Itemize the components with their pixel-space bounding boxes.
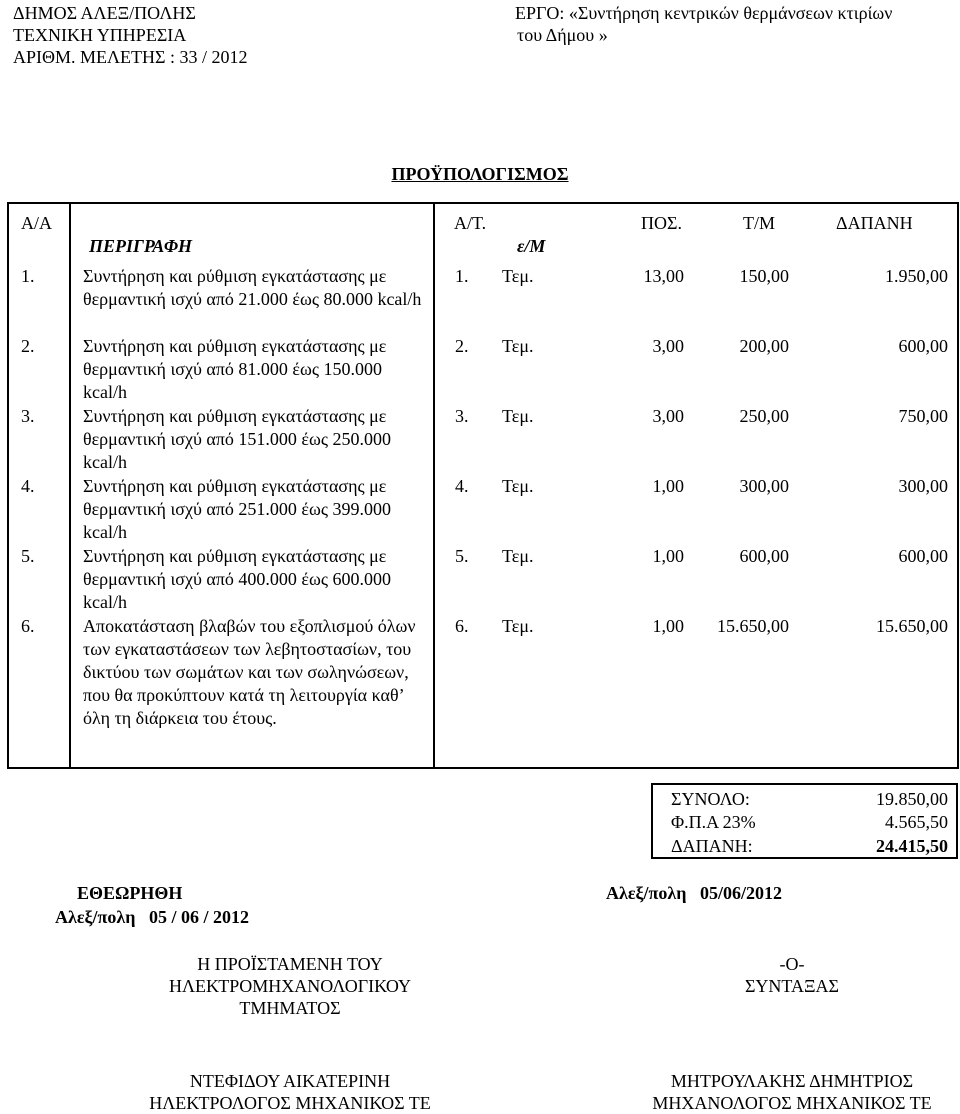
project-title-line1: ΕΡΓΟ: «Συντήρηση κεντρικών θερμάνσεων κτιρίων [515,3,893,23]
row-description: Αποκατάσταση βλαβών του εξοπλισμού όλων των εγκαταστάσεων των λεβητοστασίων, του δικτύου των σωμάτων και των σωληνώσεων, που θα προκύπτουν κατά τη λειτουργία καθ’ όλη τη διάρκεια του έτους. [83,616,416,728]
author-signature [614,1070,960,1114]
row-qty: 3,00 [652,406,684,426]
vat-value: 4.565,50 [885,812,948,832]
supervisor-name: ΝΤΕΦΙΔΟΥ ΑΙΚΑΤΕΡΙΝΗ [189,1071,391,1091]
row-aa: 2. [21,336,35,356]
row-cost: 600,00 [898,336,948,356]
technical-service: ΤΕΧΝΙΚΗ ΥΠΗΡΕΣΙΑ [13,25,187,45]
budget-table [7,202,959,769]
supervisor-signature [100,1070,480,1114]
row-price: 250,00 [739,406,789,426]
row-cost: 1.950,00 [885,266,948,286]
supervisor-profession: ΗΛΕΚΤΡΟΛΟΓΟΣ ΜΗΧΑΝΙΚΟΣ ΤΕ [149,1093,431,1113]
row-at: 3. [455,406,469,426]
author-name: ΜΗΤΡΟΥΛΑΚΗΣ ΔΗΜΗΤΡΙΟΣ [670,1071,914,1091]
row-at: 2. [455,336,469,356]
row-description: Συντήρηση και ρύθμιση εγκατάστασης με θερμαντική ισχύ από 21.000 έως 80.000 kcal/h [83,266,422,309]
row-cost: 750,00 [898,406,948,426]
row-price: 150,00 [739,266,789,286]
row-price: 600,00 [739,546,789,566]
approval-heading: ΕΘΕΩΡΗΘΗ [77,883,183,903]
header-right [515,2,892,46]
header-cost: ΔΑΠΑΝΗ [836,213,913,233]
row-at: 4. [455,476,469,496]
row-aa: 1. [21,266,35,286]
approval-date: Αλεξ/πολη 05 / 06 / 2012 [55,907,249,927]
row-cost: 300,00 [898,476,948,496]
row-aa: 3. [21,406,35,426]
author-title-line: -Ο- [779,954,805,974]
author-title [652,953,932,997]
supervisor-title-line: ΗΛΕΚΤΡΟΜΗΧΑΝΟΛΟΓΙΚΟΥ [169,976,411,996]
author-date: Αλεξ/πολη 05/06/2012 [606,883,782,903]
row-qty: 1,00 [652,616,684,636]
row-at: 5. [455,546,469,566]
header-qty: ΠΟΣ. [641,213,682,233]
row-unit: Τεμ. [502,266,534,286]
row-unit: Τεμ. [502,336,534,356]
author-profession: ΜΗΧΑΝΟΛΟΓΟΣ ΜΗΧΑΝΙΚΟΣ ΤΕ [652,1093,932,1113]
municipality-name: ΔΗΜΟΣ ΑΛΕΞ/ΠΟΛΗΣ [13,3,196,23]
supervisor-title [130,953,450,1019]
column-divider [433,204,435,767]
row-description: Συντήρηση και ρύθμιση εγκατάστασης με θερμαντική ισχύ από 251.000 έως 399.000 kcal/h [83,476,391,542]
row-unit: Τεμ. [502,616,534,636]
study-number: ΑΡΙΘΜ. ΜΕΛΕΤΗΣ : 33 / 2012 [13,47,248,67]
header-price: Τ/Μ [743,213,776,233]
row-at: 1. [455,266,469,286]
row-unit: Τεμ. [502,546,534,566]
header-aa: Α/Α [21,213,52,233]
row-qty: 13,00 [643,266,684,286]
supervisor-title-line: ΤΜΗΜΑΤΟΣ [239,998,341,1018]
page-title: ΠΡΟΫΠΟΛΟΓΙΣΜΟΣ [391,164,569,184]
total-label: ΔΑΠΑΝΗ: [671,836,753,856]
row-price: 15.650,00 [717,616,789,636]
row-price: 200,00 [739,336,789,356]
header-at: Α/Τ. [454,213,487,233]
header-left [13,2,248,68]
row-aa: 5. [21,546,35,566]
total-value: 24.415,50 [876,836,948,856]
row-qty: 1,00 [652,476,684,496]
author-title-line: ΣΥΝΤΑΞΑΣ [744,976,840,996]
row-qty: 1,00 [652,546,684,566]
row-description: Συντήρηση και ρύθμιση εγκατάστασης με θερμαντική ισχύ από 81.000 έως 150.000 kcal/h [83,336,387,402]
sum-value: 19.850,00 [876,789,948,809]
row-unit: Τεμ. [502,476,534,496]
header-description: ΠΕΡΙΓΡΑΦΗ [89,236,193,256]
row-description: Συντήρηση και ρύθμιση εγκατάστασης με θερμαντική ισχύ από 400.000 έως 600.000 kcal/h [83,546,391,612]
row-cost: 600,00 [898,546,948,566]
column-divider [69,204,71,767]
project-title-line2: του Δήμου » [517,25,608,45]
sum-label: ΣΥΝΟΛΟ: [671,789,750,809]
row-unit: Τεμ. [502,406,534,426]
row-cost: 15.650,00 [876,616,948,636]
row-aa: 4. [21,476,35,496]
row-description: Συντήρηση και ρύθμιση εγκατάστασης με θερμαντική ισχύ από 151.000 έως 250.000 kcal/h [83,406,391,472]
supervisor-title-line: Η ΠΡΟΪΣΤΑΜΕΝΗ ΤΟΥ [197,954,383,974]
header-unit: ε/Μ [517,236,546,256]
row-qty: 3,00 [652,336,684,356]
row-aa: 6. [21,616,35,636]
row-at: 6. [455,616,469,636]
row-price: 300,00 [739,476,789,496]
vat-label: Φ.Π.Α 23% [671,812,756,832]
totals-box [651,783,958,859]
